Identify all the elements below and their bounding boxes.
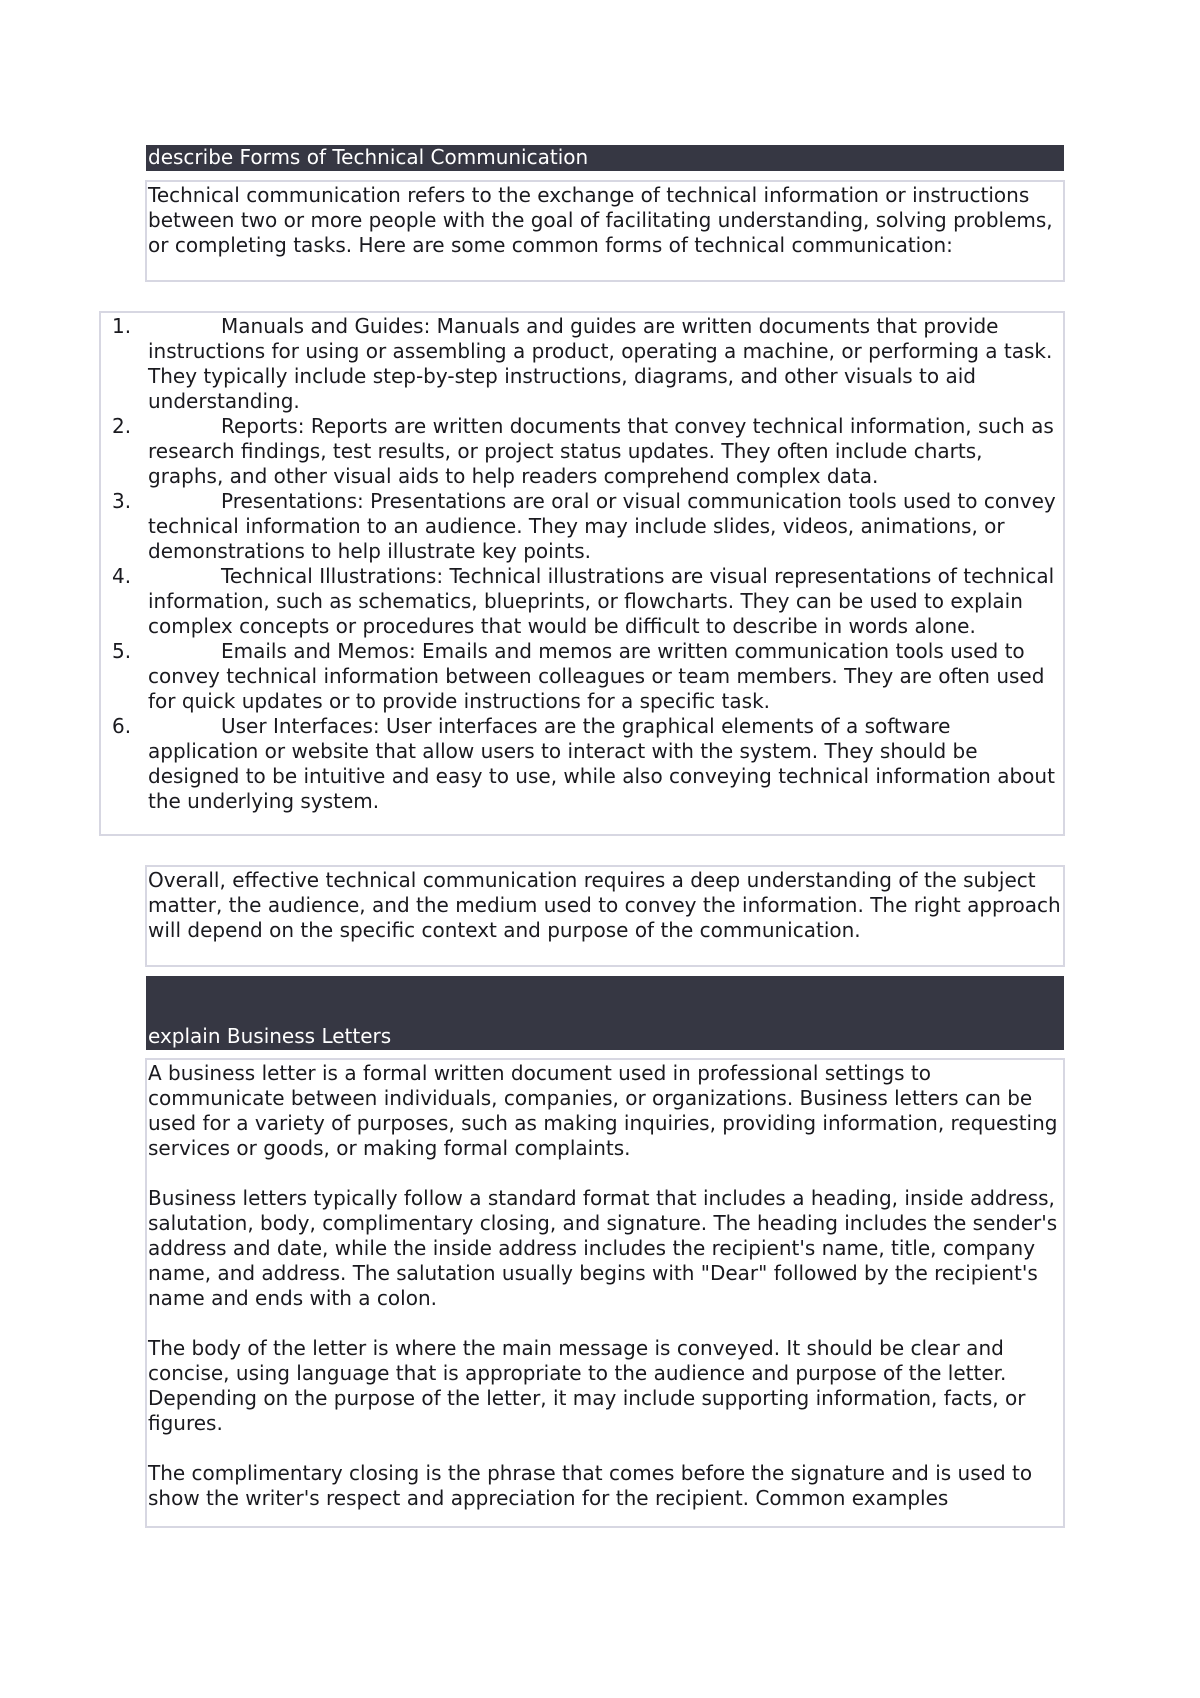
- business-paragraph: The complimentary closing is the phrase that comes before the signature and is used to show the writer's respect and appreciation for the recipient. Common examples: [148, 1461, 1033, 1510]
- list-item: [101, 639, 1062, 714]
- list-item-text: Reports: Reports are written documents that convey technical information, such as research findings, test results, or project status updates. They often include charts, graphs, and other visual aids to help readers comprehend complex data.: [148, 414, 1054, 488]
- list-item-text: Presentations: Presentations are oral or visual communication tools used to convey technical information to an audience. They may include slides, videos, animations, or demonstrations to help illustrate key points.: [148, 489, 1056, 563]
- list-item-number: 2.: [112, 414, 132, 438]
- section-heading-technical-communication: [146, 145, 1064, 171]
- forms-list: [101, 314, 1062, 814]
- list-item-text: Manuals and Guides: Manuals and guides are written documents that provide instructions for using or assembling a product, operating a machine, or performing a task. They typically include step-by-step instructions, diagrams, and other visuals to aid understanding.: [148, 314, 1053, 413]
- section-heading-business-letters: [146, 976, 1064, 1050]
- list-item-number: 3.: [112, 489, 132, 513]
- list-item-number: 1.: [112, 314, 132, 338]
- forms-list-box: [99, 311, 1065, 836]
- list-item-number: 6.: [112, 714, 132, 738]
- list-item-text: Technical Illustrations: Technical illustrations are visual representations of technical information, such as schematics, blueprints, or flowcharts. They can be used to explain complex concepts or procedures that would be difficult to describe in words alone.: [148, 564, 1055, 638]
- list-item: [101, 489, 1062, 564]
- list-item-number: 5.: [112, 639, 132, 663]
- list-item: [101, 564, 1062, 639]
- intro-paragraph-box: [145, 180, 1065, 282]
- business-letters-box: [145, 1058, 1065, 1528]
- list-item-text: User Interfaces: User interfaces are the graphical elements of a software application or website that allow users to interact with the system. They should be designed to be intuitive and easy to use, while also conveying technical information about the underlying system.: [148, 714, 1055, 813]
- list-item-number: 4.: [112, 564, 132, 588]
- conclusion-paragraph-box: [145, 865, 1065, 967]
- section-heading-text: explain Business Letters: [148, 1024, 392, 1048]
- list-item: [101, 714, 1062, 814]
- business-paragraph: The body of the letter is where the main message is conveyed. It should be clear and concise, using language that is appropriate to the audience and purpose of the letter. Depending on the purpose of the letter, it may include supporting information, facts, or figures.: [148, 1336, 1026, 1435]
- list-item: [101, 314, 1062, 414]
- business-paragraph: Business letters typically follow a standard format that includes a heading, inside address, salutation, body, complimentary closing, and signature. The heading includes the sender's address and date, while the inside address includes the recipient's name, title, company name, and address. The salutation usually begins with "Dear" followed by the recipient's name and ends with a colon.: [148, 1186, 1058, 1310]
- business-paragraph: A business letter is a formal written document used in professional settings to communicate between individuals, companies, or organizations. Business letters can be used for a variety of purposes, such as making inquiries, providing information, requesting services or goods, or making formal complaints.: [148, 1061, 1058, 1160]
- intro-paragraph: Technical communication refers to the exchange of technical information or instructions between two or more people with the goal of facilitating understanding, solving problems, or completing tasks. Here are some common forms of technical communication:: [148, 183, 1053, 257]
- conclusion-paragraph: Overall, effective technical communication requires a deep understanding of the subject matter, the audience, and the medium used to convey the information. The right approach will depend on the specific context and purpose of the communication.: [148, 868, 1061, 942]
- list-item-text: Emails and Memos: Emails and memos are written communication tools used to convey technical information between colleagues or team members. They are often used for quick updates or to provide instructions for a specific task.: [148, 639, 1045, 713]
- list-item: [101, 414, 1062, 489]
- section-heading-text: describe Forms of Technical Communication: [148, 145, 589, 169]
